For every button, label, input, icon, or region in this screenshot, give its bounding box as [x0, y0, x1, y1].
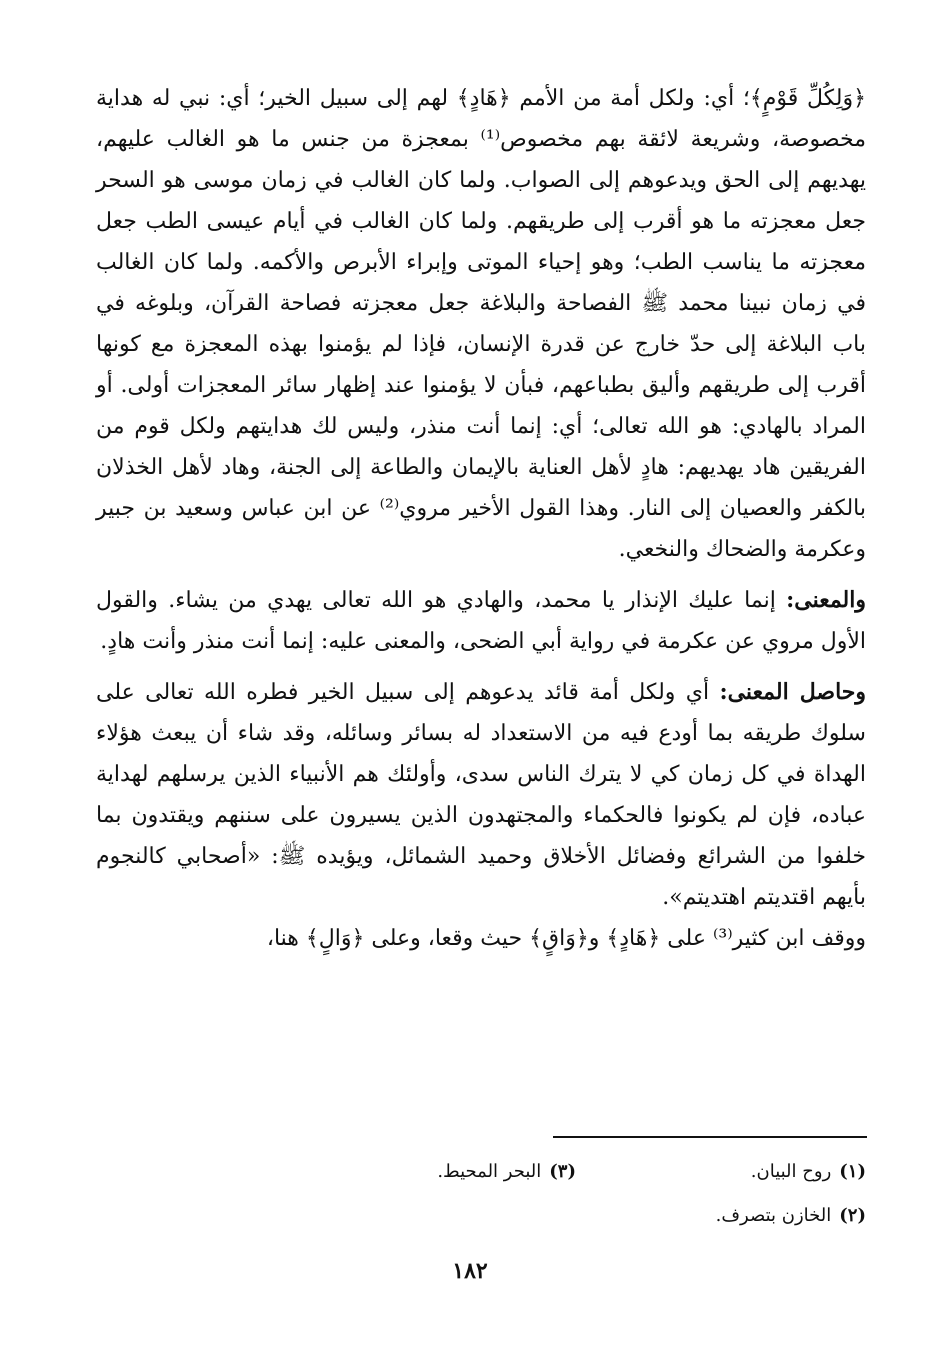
- paragraph-3-lead: وحاصل المعنى:: [719, 679, 867, 705]
- footnote-1-marker: (١): [839, 1161, 866, 1182]
- paragraph-2-text: إنما عليك الإنذار يا محمد، والهادي هو الله تعالى يهدي من يشاء. والقول الأول مروي عن عكرمة في رواية أبي الضحى، والمعنى عليه: إنما أنت منذر وأنت هادٍ.: [96, 588, 866, 654]
- footnotes: [96, 1150, 866, 1238]
- paragraph-3: [96, 672, 866, 918]
- footnote-3: [286, 1157, 576, 1187]
- footnote-row: [96, 1150, 866, 1194]
- paragraph-1-text: ﴿وَلِكُلِّ قَوْمٍ﴾؛ أي: ولكل أمة من الأمم ﴿هَادٍ﴾ لهم إلى سبيل الخير؛ أي: نبي له هداية مخصوصة، وشريعة لائقة بهم مخصوص⁽¹⁾ بمعجزة من جنس ما هو الغالب عليهم، يهديهم إلى الحق ويدعوهم إلى الصواب. ولما كان الغالب في زمان موسى هو السحر جعل معجزته ما هو أقرب إلى طريقهم. ولما كان الغالب في أيام عيسى الطب جعل معجزته ما يناسب الطب؛ وهو إحياء الموتى وإبراء الأبرص والأكمه. ولما كان الغالب في زمان نبينا محمد ﷺ الفصاحة والبلاغة جعل معجزته فصاحة القرآن، وبلوغه في باب البلاغة إلى حدّ خارج عن قدرة الإنسان، فإذا لم يؤمنوا بهذه المعجزة مع كونها أقرب إلى طريقهم وأليق بطباعهم، فبأن لا يؤمنوا عند إظهار سائر المعجزات أولى. أو المراد بالهادي: هو الله تعالى؛ أي: إنما أنت منذر، وليس لك هدايتهم ولكل قوم من الفريقين هاد يهديهم: هادٍ لأهل العناية بالإيمان والطاعة إلى الجنة، وهاد لأهل الخذلان بالكفر والعصيان إلى النار. وهذا القول الأخير مروي⁽²⁾ عن ابن عباس وسعيد بن جبير وعكرمة والضحاك والنخعي.: [96, 86, 866, 562]
- paragraph-4: [96, 918, 866, 959]
- footnote-2-text: الخازن بتصرف.: [715, 1205, 832, 1226]
- paragraph-3-text: أي ولكل أمة قائد يدعوهم إلى سبيل الخير فطره الله تعالى على سلوك طريقه بما أودع فيه من الاستعداد له بسائر وسائله، وقد شاء أن يبعث هؤلاء الهداة في كل زمان كي لا يترك الناس سدى، وأولئك هم الأنبياء الذين يرسلهم لهداية عباده، فإن لم يكونوا فالحكماء والمجتهدون الذين يسيرون على سننهم ويقتدون بما خلفوا من الشرائع وفضائل الأخلاق وحميد الشمائل، ويؤيده ﷺ: «أصحابي كالنجوم بأيهم اقتديتم اهتديتم».: [96, 680, 866, 910]
- footnote-3-text: البحر المحيط.: [437, 1161, 542, 1182]
- footnote-1-text: روح البيان.: [750, 1161, 832, 1182]
- footnote-2: [576, 1201, 866, 1231]
- page-number: ١٨٢: [452, 1258, 488, 1284]
- paragraph-2: [96, 580, 866, 662]
- paragraph-4-text: ووقف ابن كثير⁽³⁾ على ﴿هَادٍ﴾ و﴿وَاقٍ﴾ حيث وقعا، وعلى ﴿وَالٍ﴾ هنا،: [266, 926, 866, 951]
- footnote-3-marker: (٣): [549, 1161, 576, 1182]
- main-text: [96, 78, 866, 959]
- footnote-1: [576, 1157, 866, 1187]
- footnote-2-marker: (٢): [839, 1205, 866, 1226]
- footnote-row: [96, 1194, 866, 1238]
- footnote-divider: [553, 1136, 867, 1138]
- paragraph-1: [96, 78, 866, 570]
- paragraph-2-lead: والمعنى:: [786, 587, 866, 613]
